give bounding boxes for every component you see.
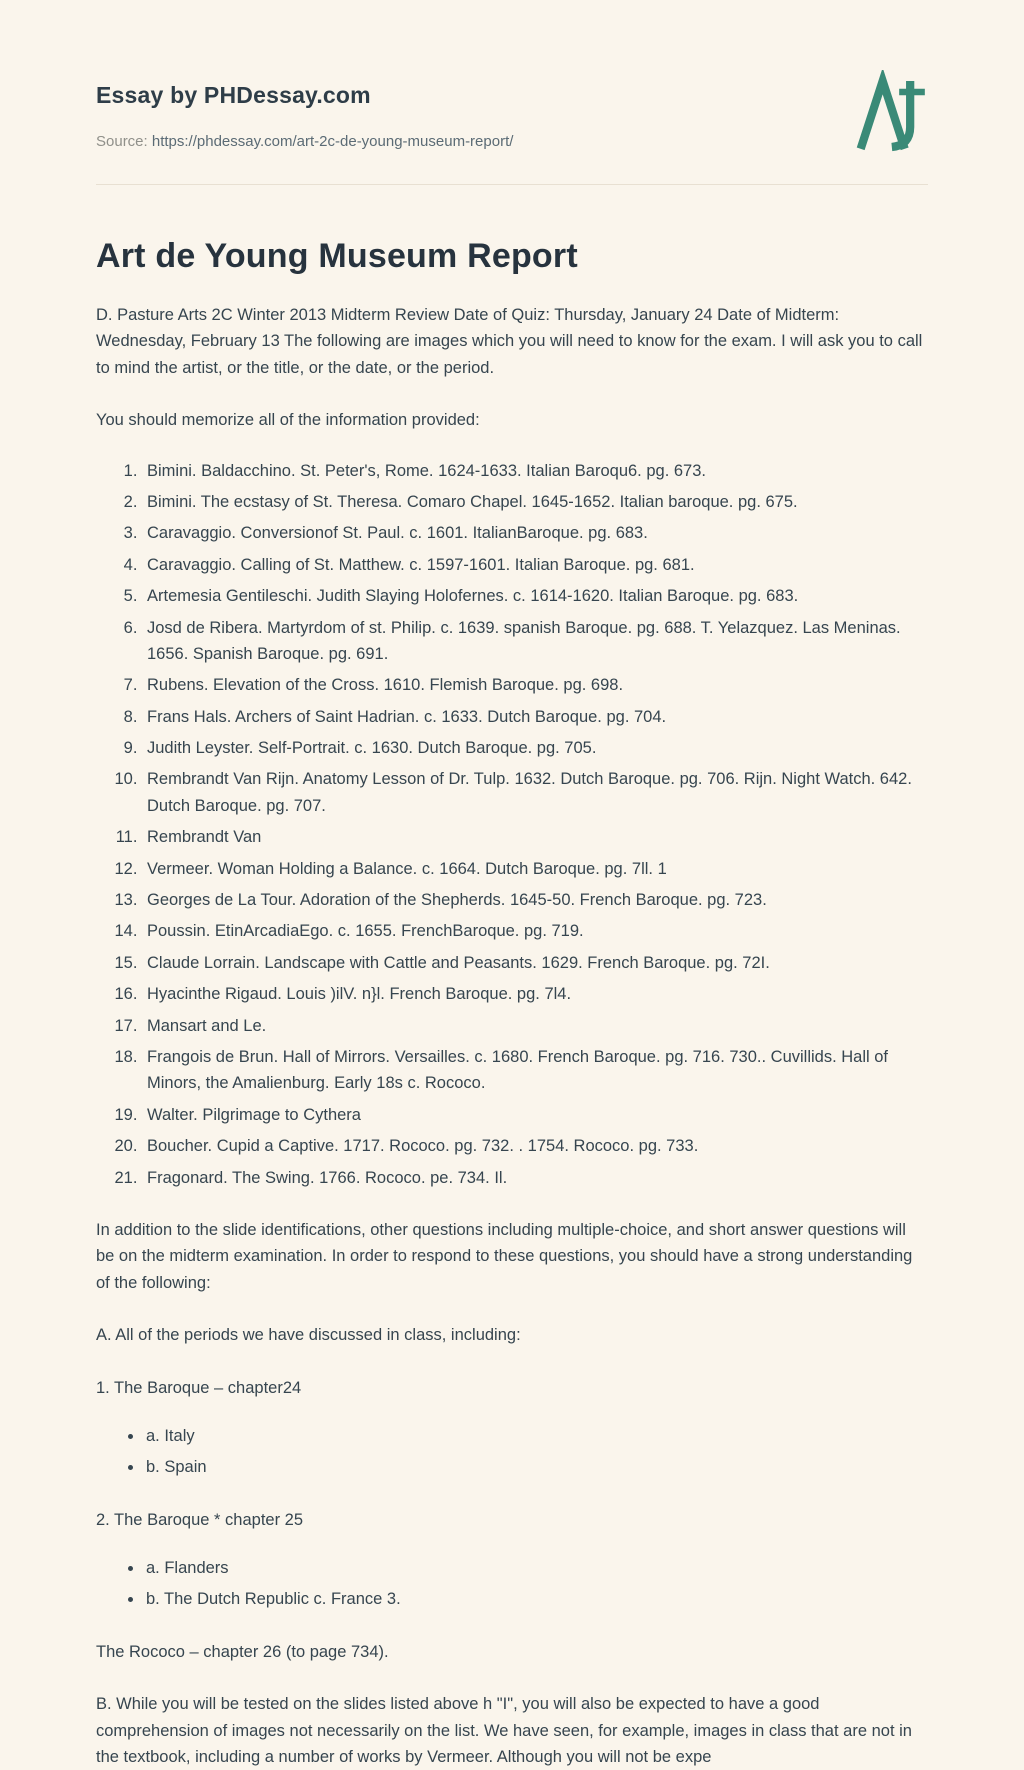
baroque-ch25-list [96, 1555, 928, 1613]
source-url-link[interactable]: https://phdessay.com/art-2c-de-young-museum-report/ [151, 133, 514, 150]
page-header [96, 78, 928, 158]
list-item: • b. The Dutch Republic c. France 3. [144, 1586, 928, 1612]
header-divider [96, 184, 928, 185]
slide-list-item: 20. Boucher. Cupid a Captive. 1717. Rococo. pg. 732. . 1754. Rococo. pg. 733. [142, 1133, 928, 1159]
slide-list-item: 11. Rembrandt Van [142, 824, 928, 850]
source-line [96, 133, 513, 150]
essay-body [96, 302, 928, 1770]
slide-list-item: 13. Georges de La Tour. Adoration of the Shepherds. 1645-50. French Baroque. pg. 723. [142, 887, 928, 913]
memorize-note: You should memorize all of the information provided: [96, 411, 480, 430]
slide-list-item: 14. Poussin. EtinArcadiaEgo. c. 1655. FrenchBaroque. pg. 719. [142, 918, 928, 944]
slide-list-item: 9. Judith Leyster. Self-Portrait. c. 1630. Dutch Baroque. pg. 705. [142, 735, 928, 761]
baroque-ch25-heading: 2. The Baroque * chapter 25 [96, 1510, 304, 1529]
source-label: Source: [96, 133, 148, 150]
section-b-paragraph: B. While you will be tested on the slides listed above h "I", you will also be expected to have a good comprehension of images not necessarily on the list. We have seen, for example, images in class that are not in the textbook, including a number of works by Vermeer. Although you will not be expe [96, 1695, 912, 1767]
slide-list-item: 17. Mansart and Le. [142, 1013, 928, 1039]
slide-list-item: 2. Bimini. The ecstasy of St. Theresa. Comaro Chapel. 1645-1652. Italian baroque. pg. 675. [142, 489, 928, 515]
slide-list-item: 21. Fragonard. The Swing. 1766. Rococo. pe. 734. Il. [142, 1165, 928, 1191]
list-item: • a. Italy [144, 1423, 928, 1449]
slide-list [96, 458, 928, 1191]
slide-list-item: 16. Hyacinthe Rigaud. Louis )ilV. n}l. French Baroque. pg. 7l4. [142, 981, 928, 1007]
baroque-ch24-heading: 1. The Baroque – chapter24 [96, 1378, 302, 1397]
intro-paragraph: D. Pasture Arts 2C Winter 2013 Midterm Review Date of Quiz: Thursday, January 24 Date of Midterm: Wednesday, February 13 The following are images which you will need to know for the exam. I will ask you to call to mind the artist, or the title, or the date, or the period. [96, 306, 923, 377]
slide-list-item: 6. Josd de Ribera. Martyrdom of st. Philip. c. 1639. spanish Baroque. pg. 688. T. Yelazquez. Las Meninas. 1656. Spanish Baroque. pg. 691. [142, 615, 928, 668]
slide-list-item: 7. Rubens. Elevation of the Cross. 1610. Flemish Baroque. pg. 698. [142, 672, 928, 698]
slide-list-item: 5. Artemesia Gentileschi. Judith Slaying Holofernes. c. 1614-1620. Italian Baroque. pg. 683. [142, 583, 928, 609]
page-title: Art de Young Museum Report [96, 237, 578, 275]
slide-list-item: 4. Caravaggio. Calling of St. Matthew. c. 1597-1601. Italian Baroque. pg. 681. [142, 552, 928, 578]
slide-list-item: 3. Caravaggio. Conversionof St. Paul. c. 1601. ItalianBaroque. pg. 683. [142, 520, 928, 546]
slide-list-item: 12. Vermeer. Woman Holding a Balance. c. 1664. Dutch Baroque. pg. 7ll. 1 [142, 856, 928, 882]
slide-list-item: 8. Frans Hals. Archers of Saint Hadrian. c. 1633. Dutch Baroque. pg. 704. [142, 704, 928, 730]
slide-list-item: 1. Bimini. Baldacchino. St. Peter's, Rome. 1624-1633. Italian Baroqu6. pg. 673. [142, 458, 928, 484]
phdessay-logo-icon [852, 70, 928, 158]
section-a-heading: A. All of the periods we have discussed in class, including: [96, 1326, 521, 1345]
list-item: • a. Flanders [144, 1555, 928, 1581]
essay-byline: Essay by PHDessay.com [96, 82, 371, 108]
slide-list-item: 19. Walter. Pilgrimage to Cythera [142, 1102, 928, 1128]
slide-list-item: 18. Frangois de Brun. Hall of Mirrors. Versailles. c. 1680. French Baroque. pg. 716. 730.. Cuvillids. Hall of Minors, the Amalienburg. Early 18s c. Rococo. [142, 1044, 928, 1097]
baroque-ch24-list [96, 1423, 928, 1481]
list-item: • b. Spain [144, 1454, 928, 1480]
additional-info-paragraph: In addition to the slide identifications, other questions including multiple-choice, and short answer questions will be on the midterm examination. In order to respond to these questions, you should have a strong understanding of the following: [96, 1220, 913, 1292]
slide-list-item: 10. Rembrandt Van Rijn. Anatomy Lesson of Dr. Tulp. 1632. Dutch Baroque. pg. 706. Rijn. Night Watch. 642. Dutch Baroque. pg. 707. [142, 766, 928, 819]
rococo-note: The Rococo – chapter 26 (to page 734). [96, 1642, 389, 1661]
slide-list-item: 15. Claude Lorrain. Landscape with Cattle and Peasants. 1629. French Baroque. pg. 72I. [142, 950, 928, 976]
